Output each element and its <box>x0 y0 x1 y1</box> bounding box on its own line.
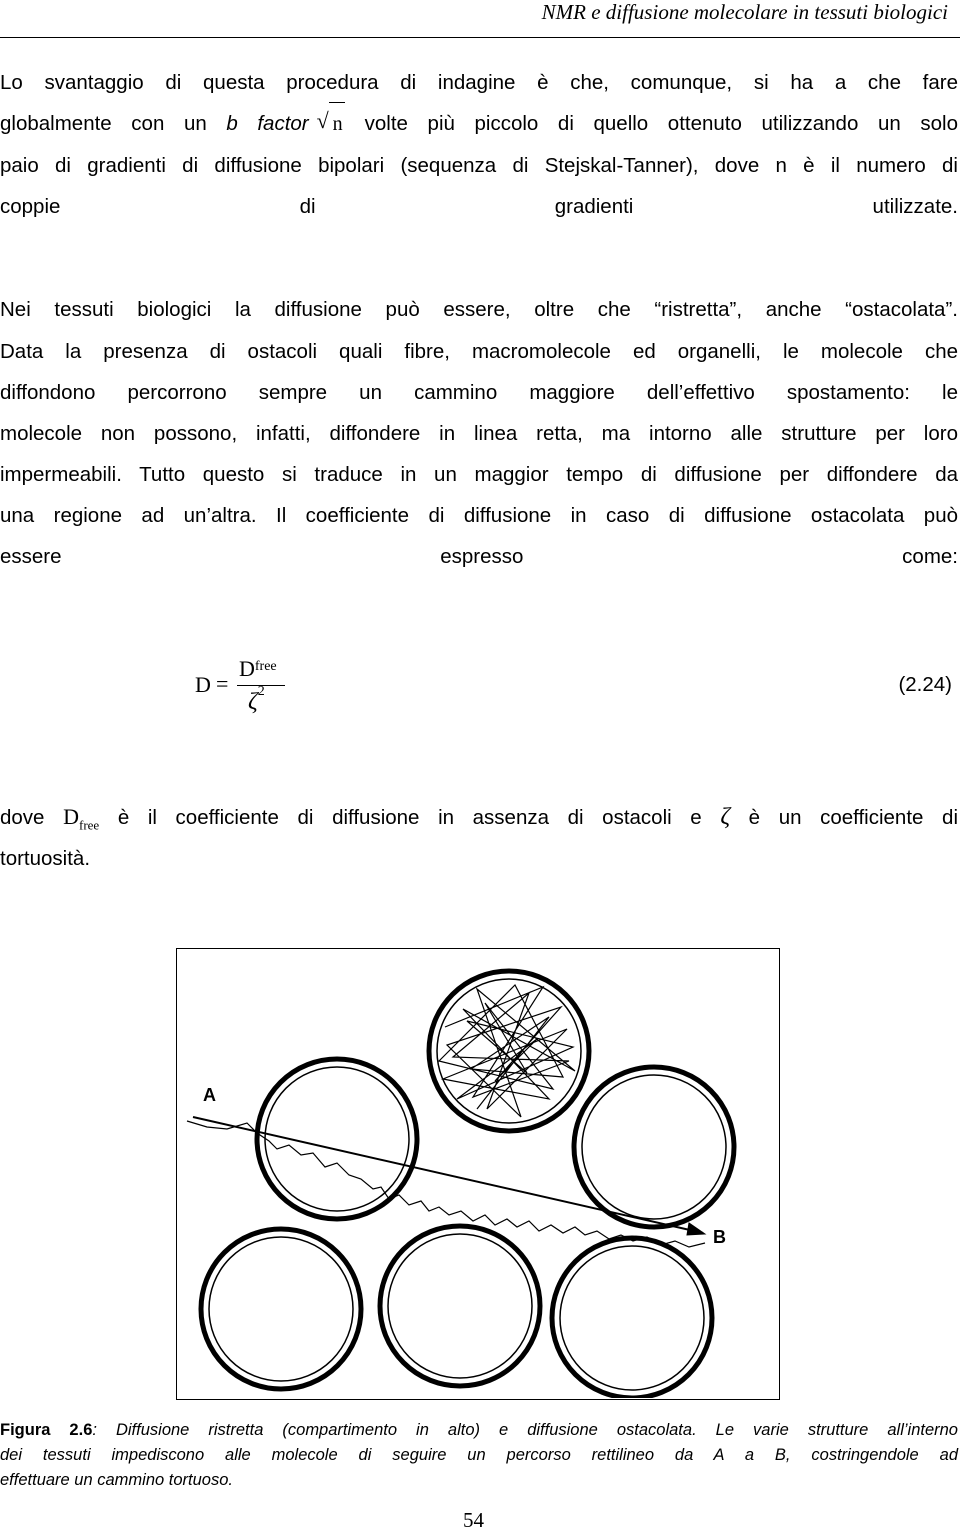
caption-line-1 <box>0 1418 958 1443</box>
text-segment: dove <box>0 806 45 829</box>
equation-2-24 <box>195 656 315 726</box>
paragraph-1-line-1: Lo svantaggio di questa procedura di indagine è che, comunque, si ha a che fare <box>0 71 958 94</box>
numerator-subscript: free <box>254 659 277 674</box>
paragraph-3-line-1: Data la presenza di ostacoli quali fibre, macromolecole ed organelli, le molecole che <box>0 340 958 363</box>
point-b-label: B <box>713 1227 726 1247</box>
equation-numerator <box>239 656 277 682</box>
equation-lhs: D <box>195 672 211 697</box>
definition-line-2: tortuosità. <box>0 847 91 871</box>
text-segment: è un coefficiente di <box>748 806 959 829</box>
equation-number: (2.24) <box>898 673 952 696</box>
d-free-symbol <box>63 804 100 833</box>
denominator-symbol: ζ <box>248 689 258 715</box>
text-segment: volte più piccolo di quello ottenuto utilizzando un solo <box>364 112 958 135</box>
sqrt-bar <box>329 102 345 103</box>
cell-middle-right <box>574 1067 734 1227</box>
diffusion-diagram-svg <box>177 949 778 1398</box>
cell-middle-left <box>257 1059 417 1219</box>
paragraph-2 <box>0 289 958 330</box>
paragraph-2-line-1: Nei tessuti biologici la diffusione può essere, oltre che “ristretta”, anche “ostacolata”. <box>0 298 958 321</box>
caption-line-2: dei tessuti impediscono alle molecole di seguire un percorso rettilineo da A a B, costringendole ad <box>0 1446 958 1464</box>
paragraph-1-line-2 <box>0 103 958 145</box>
paragraph-3-line-4: impermeabili. Tutto questo si traduce in un maggior tempo di diffusione per diffondere da <box>0 463 958 486</box>
text-segment: : Diffusione ristretta (compartimento in alto) e diffusione ostacolata. Le varie strutture all’interno <box>92 1421 958 1439</box>
definition-paragraph <box>0 800 958 876</box>
paragraph-1 <box>0 62 958 226</box>
running-header: NMR e diffusione molecolare in tessuti biologici <box>541 0 948 24</box>
compartment-top <box>429 971 589 1131</box>
cell-bottom-middle <box>380 1226 540 1386</box>
text-segment: è il coefficiente di diffusione in assenza di ostacoli e <box>117 806 702 829</box>
text-segment: globalmente con un <box>0 112 227 135</box>
page-number: 54 <box>463 1508 484 1532</box>
cell-bottom-left <box>201 1229 361 1389</box>
header-rule <box>0 37 960 38</box>
d-subscript: free <box>78 817 100 833</box>
paragraph-3-line-5: una regione ad un’altra. Il coefficiente di diffusione in caso di diffusione ostacolata può <box>0 504 958 527</box>
equation-equals: = <box>216 671 229 696</box>
definition-line-1 <box>0 800 958 842</box>
equation-denominator <box>248 684 265 716</box>
b-factor-term: b factor <box>226 112 309 135</box>
paragraph-3-line-2: diffondono percorrono sempre un cammino maggiore dell’effettivo spostamento: le <box>0 381 958 404</box>
caption-line-3: effettuare un cammino tortuoso. <box>0 1471 233 1489</box>
paragraph-3-line-6: essere espresso come: <box>0 545 958 568</box>
point-a-label: A <box>203 1085 216 1105</box>
paragraph-3 <box>0 331 958 577</box>
zeta-symbol: ζ <box>720 804 731 830</box>
figure-caption <box>0 1418 958 1493</box>
figure-diffusion-diagram <box>176 948 780 1400</box>
paragraph-1-line-4: coppie di gradienti utilizzate. <box>0 195 958 218</box>
paragraph-1-line-3: paio di gradienti di diffusione bipolari (sequenza di Stejskal-Tanner), dove n è il numero di <box>0 154 958 177</box>
denominator-exponent: 2 <box>257 684 265 699</box>
sqrt-n <box>321 104 343 145</box>
caption-label: Figura 2.6 <box>0 1421 93 1439</box>
sqrt-radicand: n <box>332 113 343 135</box>
numerator-symbol: D <box>239 656 255 681</box>
paragraph-3-line-3: molecole non possono, infatti, diffondere in linea retta, ma intorno alle strutture per loro <box>0 422 958 445</box>
arrowhead <box>687 1223 705 1235</box>
d-symbol: D <box>63 804 79 829</box>
restricted-path <box>439 985 575 1117</box>
cell-bottom-right <box>552 1238 712 1398</box>
straight-path-arrow <box>193 1117 703 1233</box>
